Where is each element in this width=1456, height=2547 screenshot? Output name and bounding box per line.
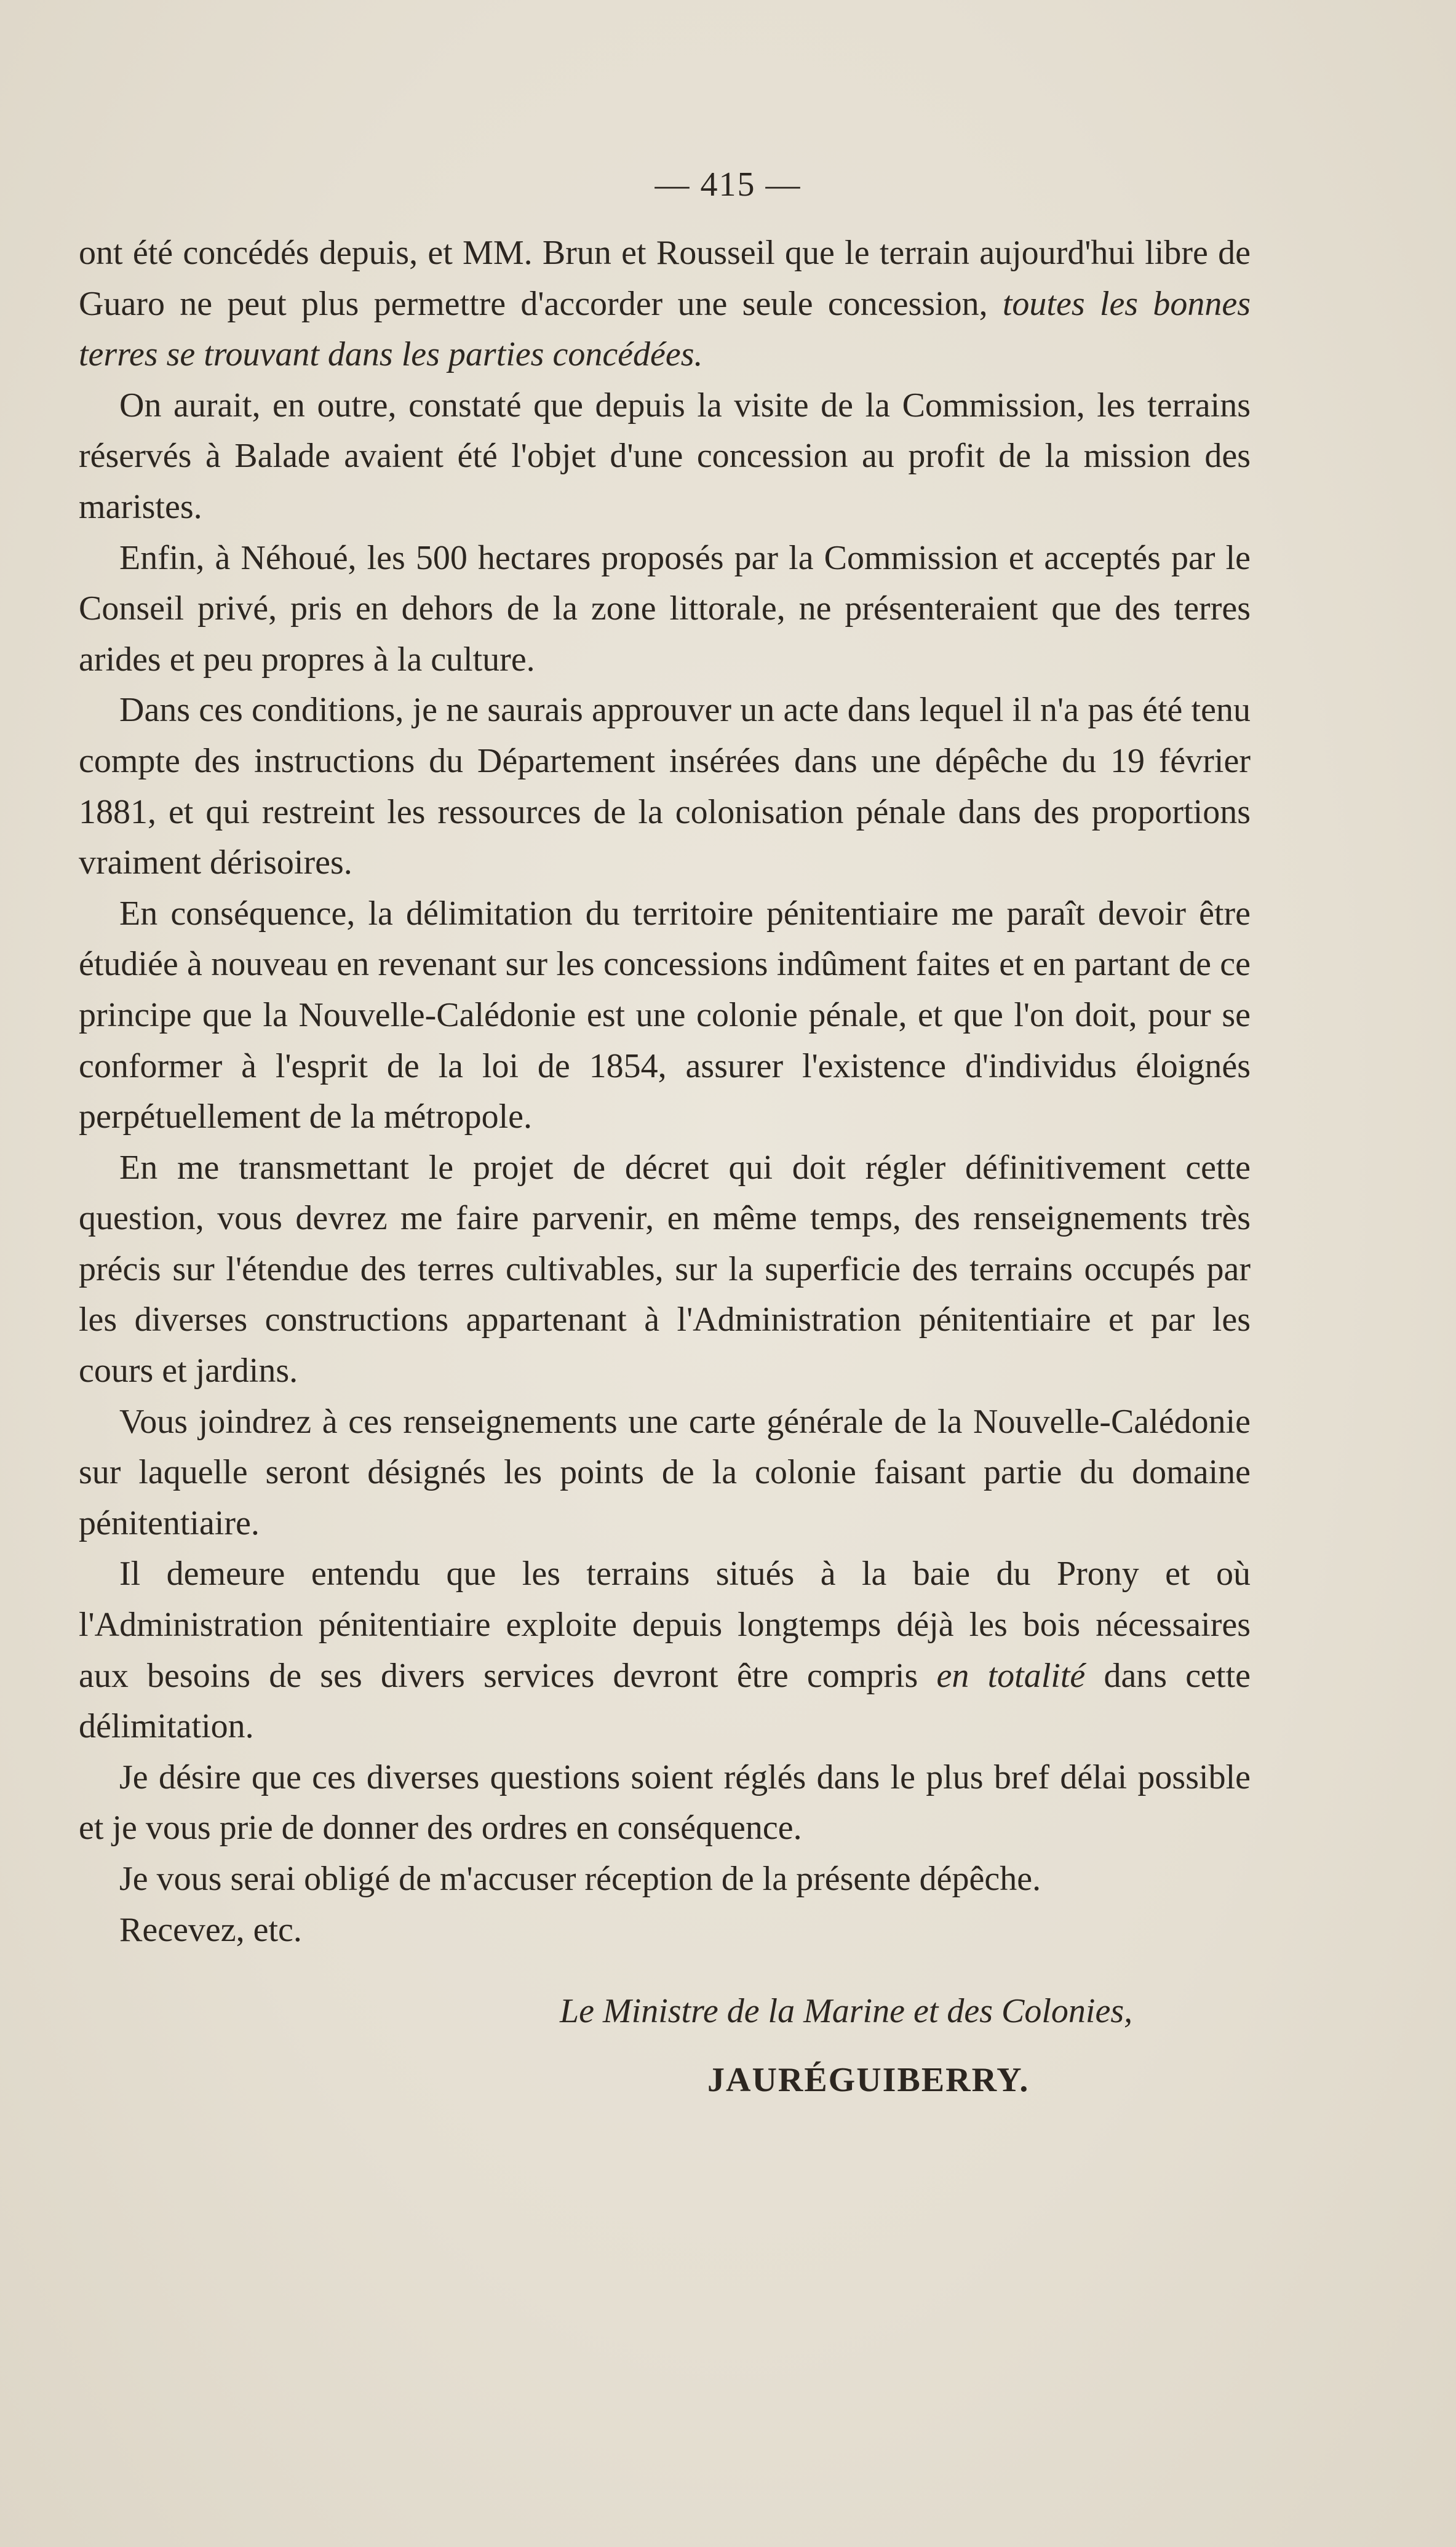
page-number: — 415 — [654,165,802,204]
paragraph [79,685,1251,888]
paragraph [79,1854,1251,1905]
italic-text-run: en totalité [936,1656,1086,1695]
text-run: On aurait, en outre, constaté que depuis la visite de la Commission, les terrains réservés à Balade avaient été l'objet d'une concession au profit de la mission des maristes. [79,386,1251,526]
text-run: Enfin, à Néhoué, les 500 hectares proposés par la Commission et acceptés par le Conseil privé, pris en dehors de la zone littorale, ne présenteraient que des terres arides et peu propres à la culture. [79,538,1251,679]
paragraph [79,1397,1251,1549]
paragraph [79,1752,1251,1854]
paragraph [79,1905,1251,1956]
paragraph [79,380,1251,533]
text-run: Il demeure entendu que les terrains situés à la baie du Prony et où l'Administration pénitentiaire exploite depuis longtemps déjà les bois nécessaires aux besoins de ses divers services devront être compris [79,1555,1251,1695]
text-run: En me transmettant le projet de décret qui doit régler définitivement cette question, vous devrez me faire parvenir, en même temps, des renseignements très précis sur l'étendue des terres cultivables, sur la superficie des terrains occupés par les diverses constructions appartenant à l'Administration pénitentiaire et par les cours et jardins. [79,1148,1251,1390]
text-run: dans cette délimitation. [79,1656,1251,1746]
paragraph [79,228,1251,380]
text-run: Recevez, etc. [119,1910,302,1949]
text-run: Je vous serai obligé de m'accuser réception de la présente dépêche. [119,1860,1041,1898]
paragraph [79,888,1251,1142]
text-run: Je désire que ces diverses questions soient réglés dans le plus bref délai possible et je vous prie de donner des ordres en conséquence. [79,1758,1251,1847]
signature-title: Le Ministre de la Marine et des Colonies, [560,1992,1133,2030]
paragraph [79,1142,1251,1397]
text-run: ont été concédés depuis, et MM. Brun et Rousseil que le terrain aujourd'hui libre de Guaro ne peut plus permettre d'accorder une seule concession, [79,234,1251,323]
paragraph [79,1549,1251,1752]
paragraph [79,533,1251,685]
text-run: Vous joindrez à ces renseignements une carte générale de la Nouvelle-Calédonie sur laquelle seront désignés les points de la colonie faisant partie du domaine pénitentiaire. [79,1402,1251,1542]
body-text [79,228,1251,1955]
text-run: Dans ces conditions, je ne saurais approuver un acte dans lequel il n'a pas été tenu compte des instructions du Département insérées dans une dépêche du 19 février 1881, et qui restreint les ressources de la colonisation pénale dans des proportions vraiment dérisoires. [79,691,1251,882]
text-run: En conséquence, la délimitation du territoire pénitentiaire me paraît devoir être étudiée à nouveau en revenant sur les concessions indûment faites et en partant de ce principe que la Nouvelle-Calédonie est une colonie pénale, et que l'on doit, pour se conformer à l'esprit de la loi de 1854, assurer l'existence d'individus éloignés perpétuellement de la métropole. [79,894,1251,1136]
italic-text-run: toutes les bonnes terres se trouvant dans les parties concédées. [79,284,1251,374]
signature-name: JAURÉGUIBERRY. [707,2061,1030,2099]
